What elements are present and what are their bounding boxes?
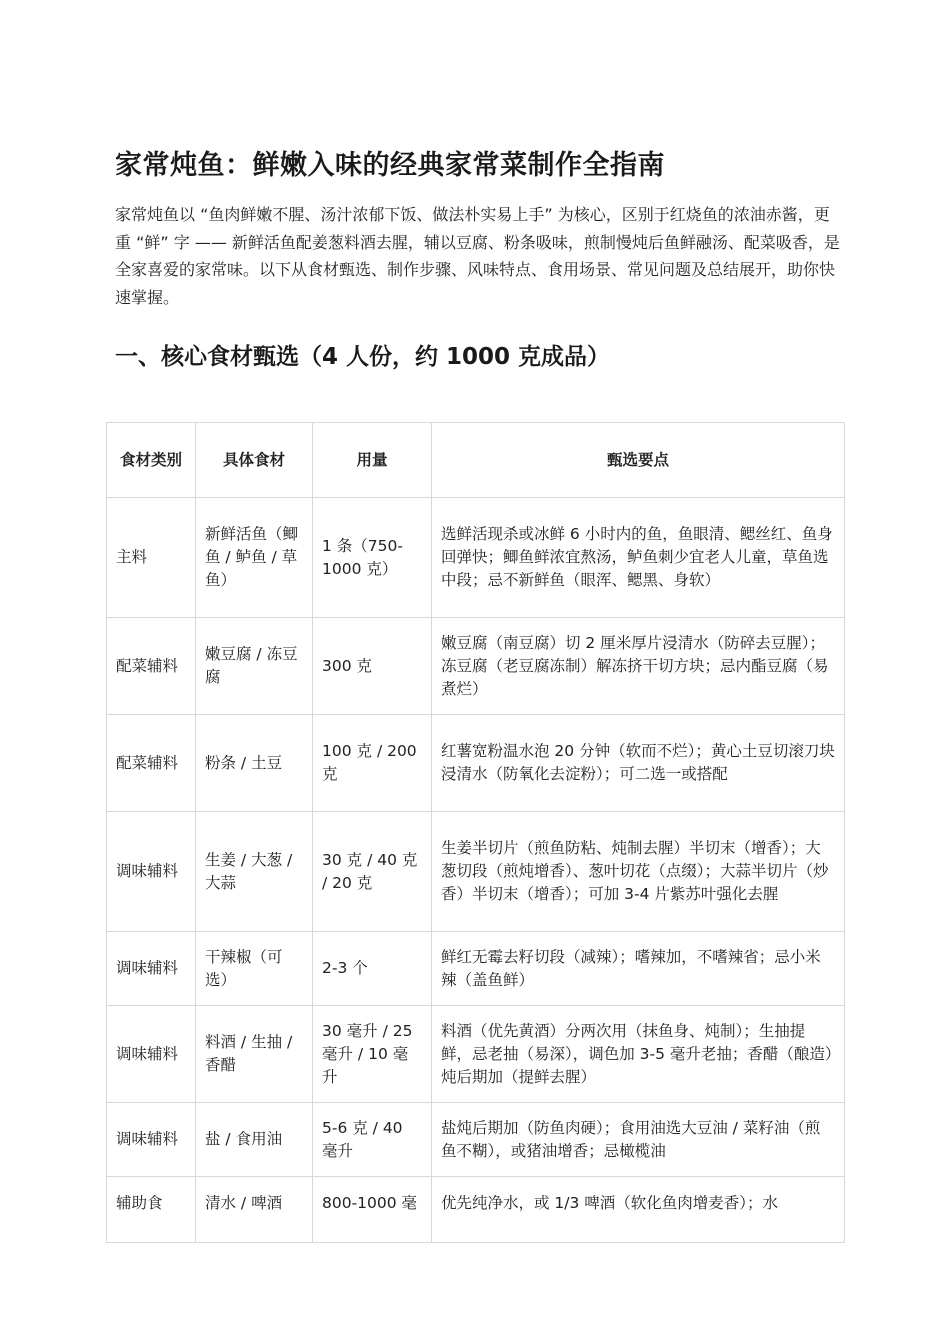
cell-category: 辅助食: [107, 1177, 196, 1243]
table-header-row: [107, 423, 845, 498]
cell-amount: 300 克: [313, 618, 432, 715]
cell-ingredient: 干辣椒（可选）: [196, 932, 313, 1006]
table-row: [107, 1006, 845, 1103]
cell-tips: 选鲜活现杀或冰鲜 6 小时内的鱼，鱼眼清、鳃丝红、鱼身回弹快；鲫鱼鲜浓宜熬汤，鲈鱼刺少宜老人儿童，草鱼选中段；忌不新鲜鱼（眼浑、鳃黑、身软）: [432, 498, 845, 618]
cell-category: 配菜辅料: [107, 618, 196, 715]
cell-ingredient: 料酒 / 生抽 / 香醋: [196, 1006, 313, 1103]
cell-amount: 2-3 个: [313, 932, 432, 1006]
table-row: [107, 1177, 845, 1243]
cell-amount: 5-6 克 / 40 毫升: [313, 1103, 432, 1177]
header-amount: 用量: [313, 423, 432, 498]
table-row: [107, 932, 845, 1006]
table-row: [107, 498, 845, 618]
cell-tips: 生姜半切片（煎鱼防粘、炖制去腥）半切末（增香）；大葱切段（煎炖增香）、葱叶切花（点缀）；大蒜半切片（炒香）半切末（增香）；可加 3-4 片紫苏叶强化去腥: [432, 812, 845, 932]
header-category: 食材类别: [107, 423, 196, 498]
cell-tips: 优先纯净水，或 1/3 啤酒（软化鱼肉增麦香）；水: [432, 1177, 845, 1243]
table-row: [107, 812, 845, 932]
cell-tips: 盐炖后期加（防鱼肉硬）；食用油选大豆油 / 菜籽油（煎鱼不糊），或猪油增香；忌橄榄油: [432, 1103, 845, 1177]
cell-ingredient: 粉条 / 土豆: [196, 715, 313, 812]
header-selection-tips: 甄选要点: [432, 423, 845, 498]
cell-ingredient: 盐 / 食用油: [196, 1103, 313, 1177]
cell-ingredient: 新鲜活鱼（鲫鱼 / 鲈鱼 / 草鱼）: [196, 498, 313, 618]
cell-ingredient: 生姜 / 大葱 / 大蒜: [196, 812, 313, 932]
cell-ingredient: 嫩豆腐 / 冻豆腐: [196, 618, 313, 715]
cell-amount: 1 条（750-1000 克）: [313, 498, 432, 618]
ingredients-table: [106, 422, 845, 1243]
cell-category: 配菜辅料: [107, 715, 196, 812]
cell-tips: 料酒（优先黄酒）分两次用（抹鱼身、炖制）；生抽提鲜，忌老抽（易深），调色加 3-5 毫升老抽；香醋（酿造）炖后期加（提鲜去腥）: [432, 1006, 845, 1103]
cell-amount: 30 毫升 / 25 毫升 / 10 毫升: [313, 1006, 432, 1103]
cell-category: 调味辅料: [107, 932, 196, 1006]
table-row: [107, 715, 845, 812]
cell-amount: 100 克 / 200 克: [313, 715, 432, 812]
cell-amount: 30 克 / 40 克 / 20 克: [313, 812, 432, 932]
intro-paragraph: 家常炖鱼以 “鱼肉鲜嫩不腥、汤汁浓郁下饭、做法朴实易上手” 为核心，区别于红烧鱼的浓油赤酱，更重 “鲜” 字 —— 新鲜活鱼配姜葱料酒去腥，辅以豆腐、粉条吸味，煎制慢炖后鱼鲜融汤、配菜吸香，是全家喜爱的家常味。以下从食材甄选、制作步骤、风味特点、食用场景、常见问题及总结展开，助你快速掌握。: [115, 205, 840, 307]
cell-tips: 红薯宽粉温水泡 20 分钟（软而不烂）；黄心土豆切滚刀块浸清水（防氧化去淀粉）；可二选一或搭配: [432, 715, 845, 812]
table-row: [107, 618, 845, 715]
cell-category: 调味辅料: [107, 1006, 196, 1103]
section-heading-ingredients: 一、核心食材甄选（4 人份，约 1000 克成品）: [115, 344, 611, 370]
header-ingredient: 具体食材: [196, 423, 313, 498]
document-title: 家常炖鱼：鲜嫩入味的经典家常菜制作全指南: [115, 150, 665, 181]
cell-category: 调味辅料: [107, 1103, 196, 1177]
table-row: [107, 1103, 845, 1177]
cell-ingredient: 清水 / 啤酒: [196, 1177, 313, 1243]
cell-tips: 鲜红无霉去籽切段（减辣）；嗜辣加，不嗜辣省；忌小米辣（盖鱼鲜）: [432, 932, 845, 1006]
cell-amount: 800-1000 毫: [313, 1177, 432, 1243]
cell-category: 主料: [107, 498, 196, 618]
cell-tips: 嫩豆腐（南豆腐）切 2 厘米厚片浸清水（防碎去豆腥）；冻豆腐（老豆腐冻制）解冻挤干切方块；忌内酯豆腐（易煮烂）: [432, 618, 845, 715]
cell-category: 调味辅料: [107, 812, 196, 932]
